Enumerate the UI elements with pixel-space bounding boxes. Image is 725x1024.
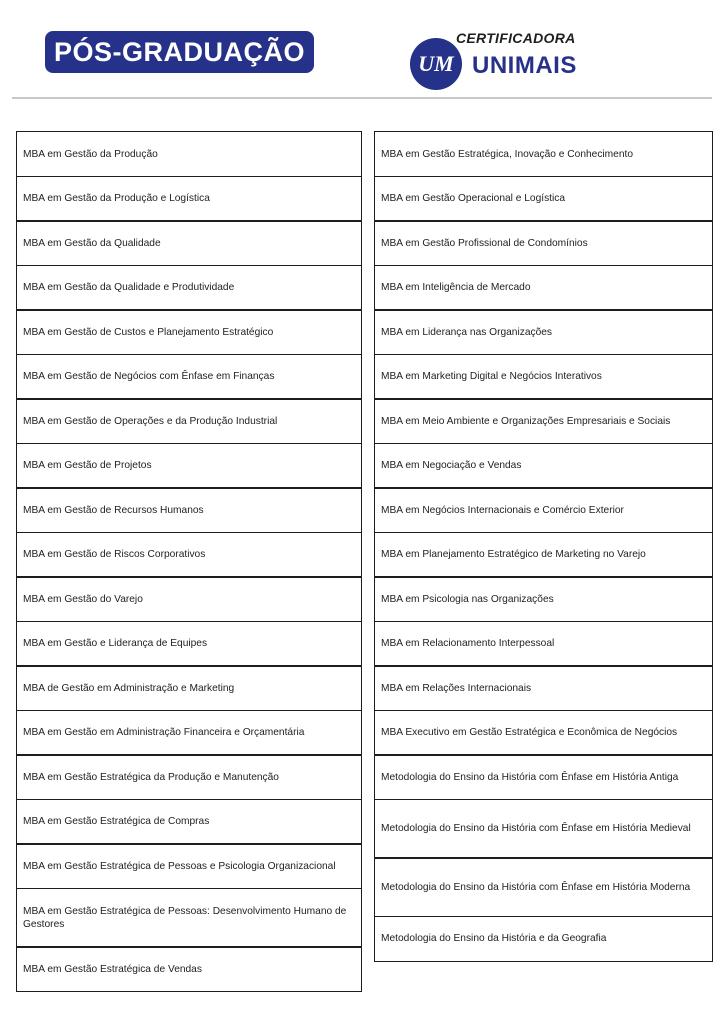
course-item: MBA em Gestão da Produção (16, 131, 362, 177)
course-item: MBA em Gestão em Administração Financeira e Orçamentária (16, 710, 362, 756)
course-item: MBA em Gestão da Produção e Logística (16, 176, 362, 222)
course-item: MBA em Liderança nas Organizações (374, 309, 713, 355)
course-item: MBA em Marketing Digital e Negócios Interativos (374, 354, 713, 400)
course-item: MBA em Gestão Operacional e Logística (374, 176, 713, 222)
course-item: MBA em Gestão de Operações e da Produção Industrial (16, 398, 362, 444)
course-item: MBA em Gestão Estratégica de Pessoas e Psicologia Organizacional (16, 843, 362, 889)
course-item: MBA em Negócios Internacionais e Comércio Exterior (374, 487, 713, 533)
course-item: MBA em Gestão Estratégica da Produção e Manutenção (16, 754, 362, 800)
course-item: MBA em Meio Ambiente e Organizações Empresariais e Sociais (374, 398, 713, 444)
course-item: Metodologia do Ensino da História com Ênfase em História Antiga (374, 754, 713, 800)
course-item: MBA em Relacionamento Interpessoal (374, 621, 713, 667)
course-item: MBA em Gestão Estratégica, Inovação e Conhecimento (374, 131, 713, 177)
page-title: PÓS-GRADUAÇÃO (45, 31, 314, 73)
course-item: MBA em Gestão de Negócios com Ênfase em Finanças (16, 354, 362, 400)
course-item: MBA em Gestão e Liderança de Equipes (16, 621, 362, 667)
course-item: MBA em Gestão da Qualidade (16, 220, 362, 266)
course-item: MBA em Gestão Estratégica de Pessoas: Desenvolvimento Humano de Gestores (16, 888, 362, 948)
course-item: MBA em Gestão Estratégica de Vendas (16, 946, 362, 992)
course-list-left (16, 131, 362, 992)
course-item: MBA em Gestão de Riscos Corporativos (16, 532, 362, 578)
course-item: MBA em Gestão de Recursos Humanos (16, 487, 362, 533)
course-item: MBA em Gestão da Qualidade e Produtividade (16, 265, 362, 311)
course-item: MBA em Gestão Estratégica de Compras (16, 799, 362, 845)
course-item: MBA de Gestão em Administração e Marketing (16, 665, 362, 711)
course-item: MBA em Negociação e Vendas (374, 443, 713, 489)
course-item: MBA em Gestão de Projetos (16, 443, 362, 489)
um-monogram-icon (410, 38, 462, 90)
course-item: Metodologia do Ensino da História e da Geografia (374, 916, 713, 962)
brand-tagline: CERTIFICADORA (456, 30, 576, 46)
brand-name: UNIMAIS (472, 52, 577, 79)
course-list-right (374, 131, 713, 962)
course-item: MBA em Gestão de Custos e Planejamento Estratégico (16, 309, 362, 355)
course-item: MBA Executivo em Gestão Estratégica e Econômica de Negócios (374, 710, 713, 756)
course-item: Metodologia do Ensino da História com Ênfase em História Medieval (374, 799, 713, 859)
header-divider (12, 97, 712, 99)
logo-initials: UM (418, 51, 454, 76)
course-item: MBA em Psicologia nas Organizações (374, 576, 713, 622)
course-item: MBA em Gestão Profissional de Condomínios (374, 220, 713, 266)
course-item: Metodologia do Ensino da História com Ênfase em História Moderna (374, 857, 713, 917)
course-item: MBA em Inteligência de Mercado (374, 265, 713, 311)
brand-block (410, 28, 610, 92)
unimais-logo (410, 38, 462, 90)
course-item: MBA em Gestão do Varejo (16, 576, 362, 622)
course-item: MBA em Planejamento Estratégico de Marketing no Varejo (374, 532, 713, 578)
course-item: MBA em Relações Internacionais (374, 665, 713, 711)
